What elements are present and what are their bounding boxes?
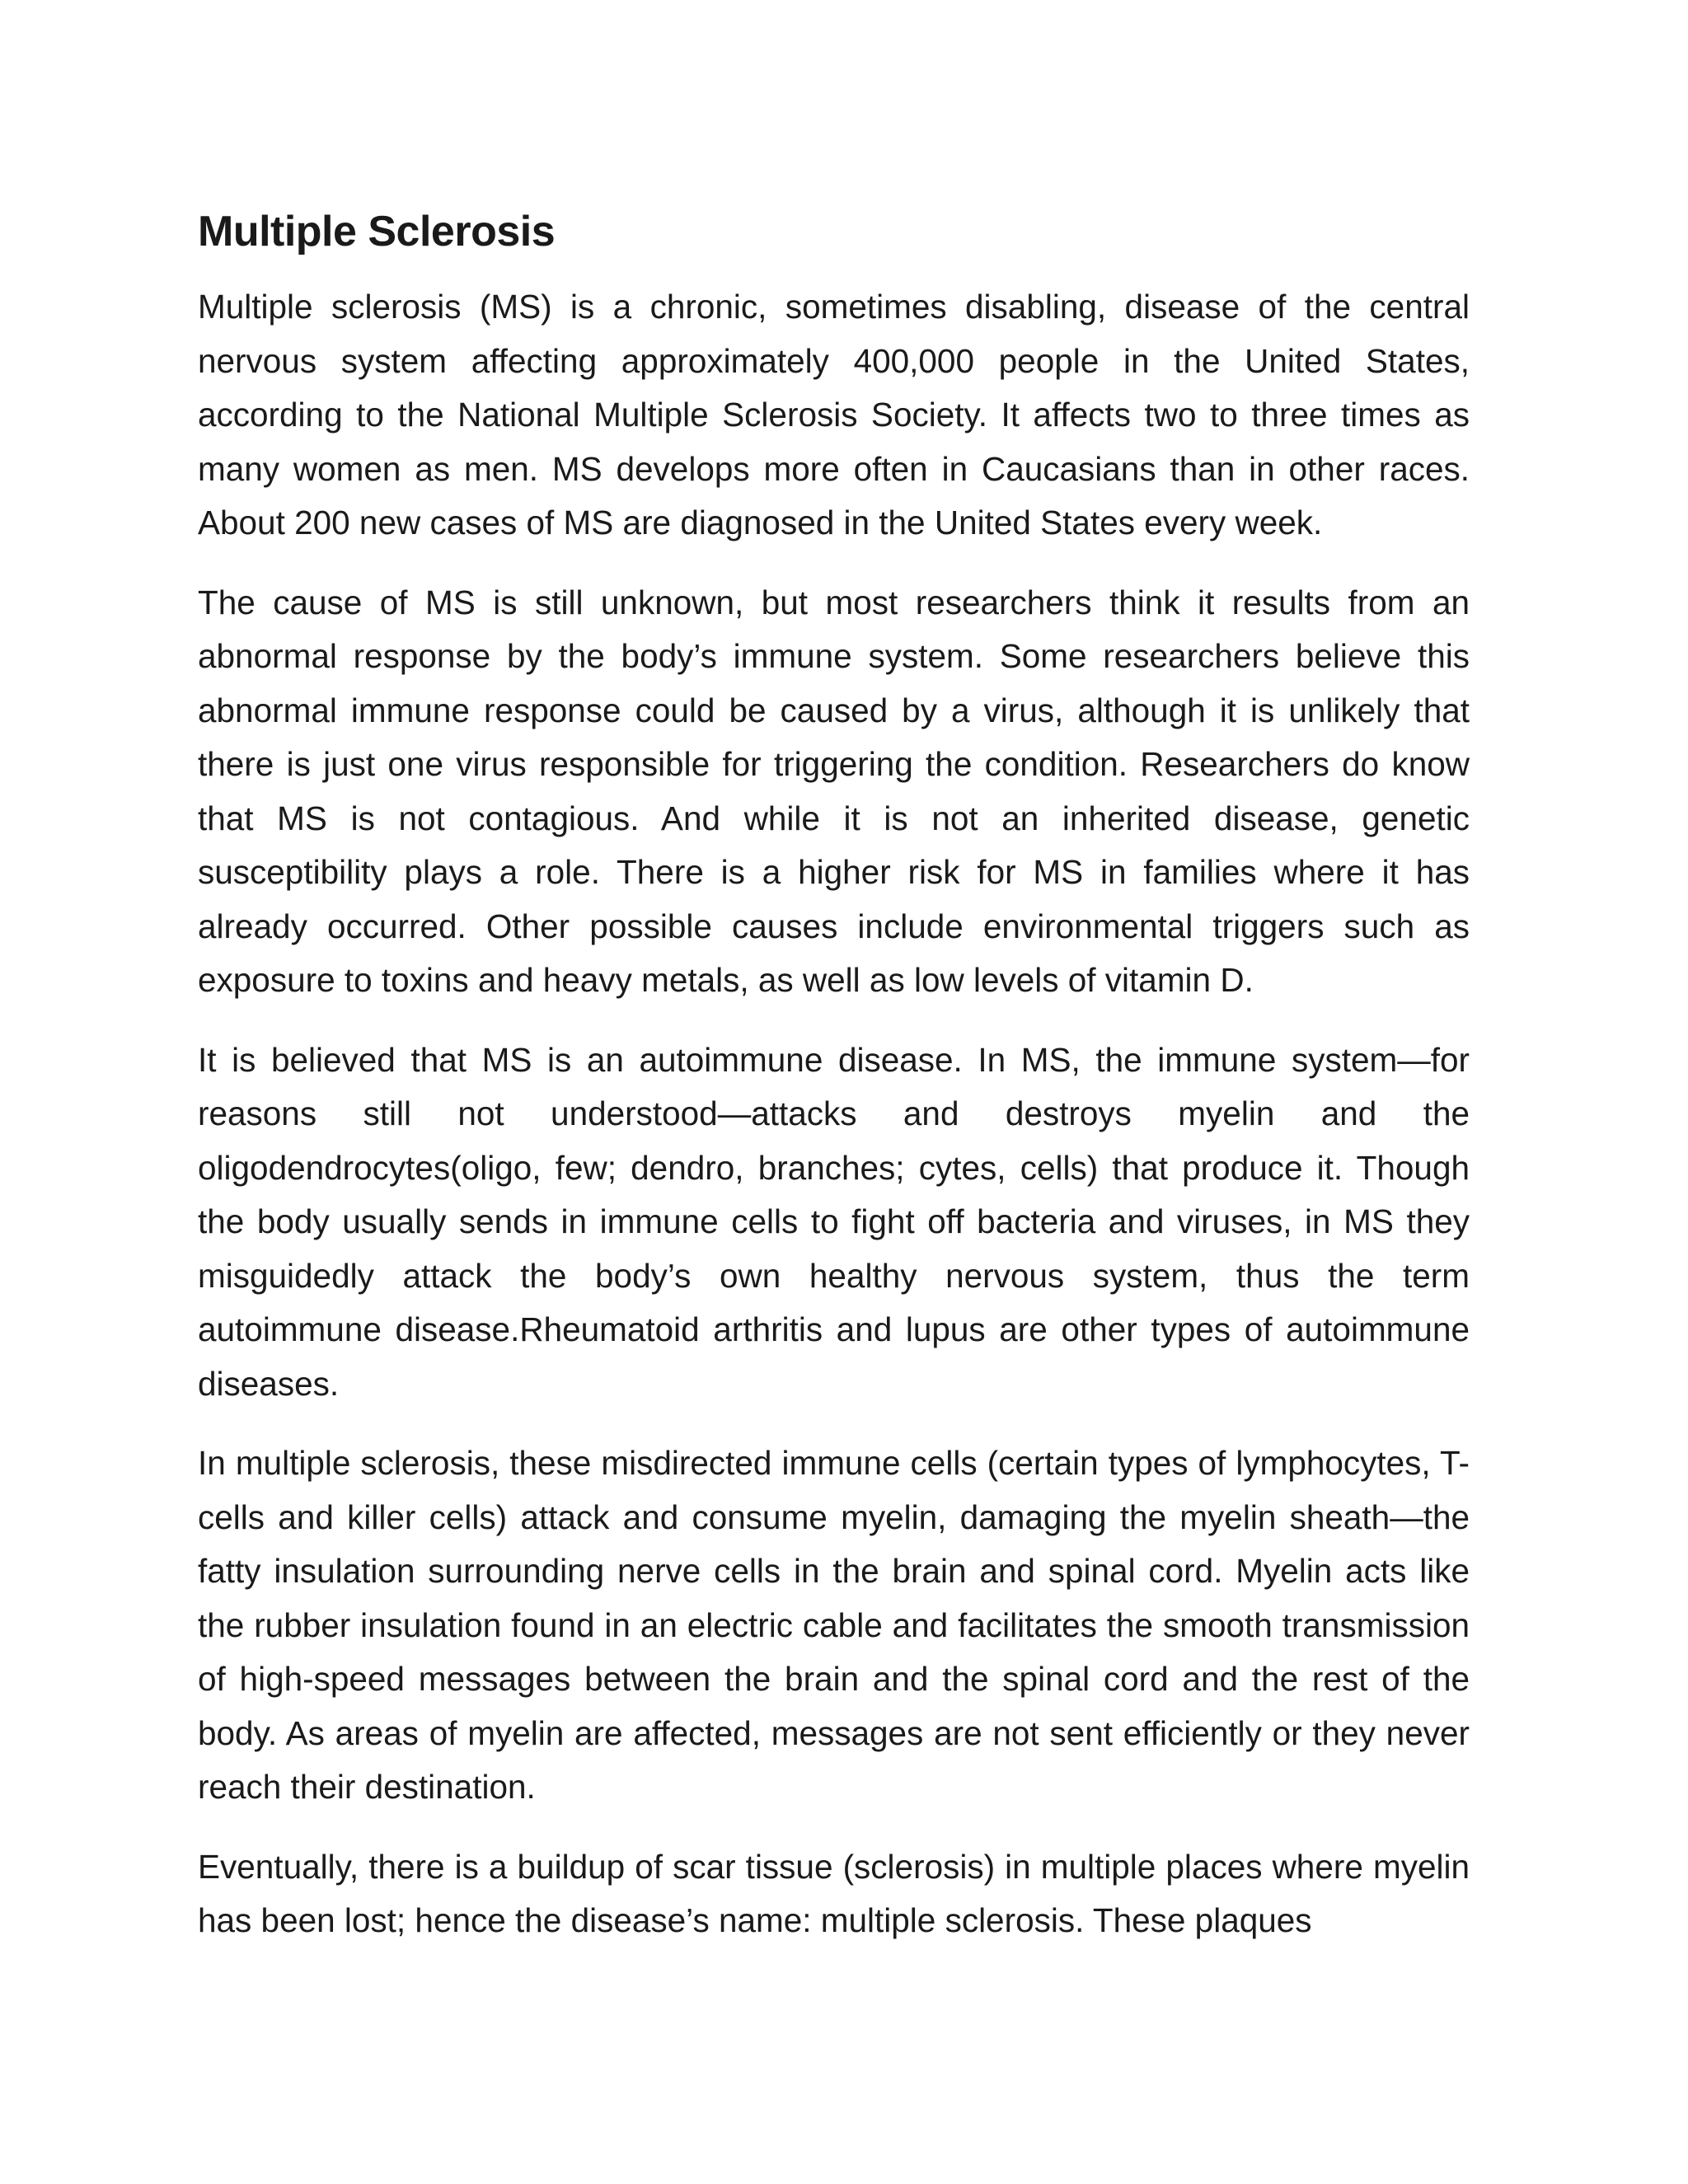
document-title: Multiple Sclerosis [198, 208, 556, 255]
document-body [198, 191, 1470, 1974]
paragraph-autoimmune: It is believed that MS is an autoimmune disease. In MS, the immune system—for reasons still not understood—attacks and destroys myelin and the oligodendrocytes(oligo, few; dendro, branches; cytes, cells) that produce it. Though the body usually sends in immune cells to fight off bacteria and viruses, in MS they misguidedly attack the body’s own healthy nervous system, thus the term autoimmune disease.Rheumatoid arthritis and lupus are other types of autoimmune diseases. [198, 1040, 1470, 1403]
paragraph-causes: The cause of MS is still unknown, but most researchers think it results from an abnormal response by the body’s immune system. Some researchers believe this abnormal immune response could be caused by a virus, although it is unlikely that there is just one virus responsible for triggering the condition. Researchers do know that MS is not contagious. And while it is not an inherited disease, genetic susceptibility plays a role. There is a higher risk for MS in families where it has already occurred. Other possible causes include environmental triggers such as exposure to toxins and heavy metals, as well as low levels of vitamin D. [198, 583, 1470, 999]
paragraph-scar-tissue: Eventually, there is a buildup of scar tissue (sclerosis) in multiple places where myelin has been lost; hence the disease’s name: multiple sclerosis. These plaques [198, 1847, 1470, 1939]
paragraph-overview: Multiple sclerosis (MS) is a chronic, sometimes disabling, disease of the central nervous system affecting approximately 400,000 people in the United States, according to the National Multiple Sclerosis Society. It affects two to three times as many women as men. MS develops more often in Caucasians than in other races. About 200 new cases of MS are diagnosed in the United States every week. [198, 288, 1470, 541]
paragraph-myelin-damage: In multiple sclerosis, these misdirected immune cells (certain types of lymphocytes, T-cells and killer cells) attack and consume myelin, damaging the myelin sheath—the fatty insulation surrounding nerve cells in the brain and spinal cord. Myelin acts like the rubber insulation found in an electric cable and facilitates the smooth transmission of high-speed messages between the brain and the spinal cord and the rest of the body. As areas of myelin are affected, messages are not sent efficiently or they never reach their destination. [198, 1444, 1470, 1806]
